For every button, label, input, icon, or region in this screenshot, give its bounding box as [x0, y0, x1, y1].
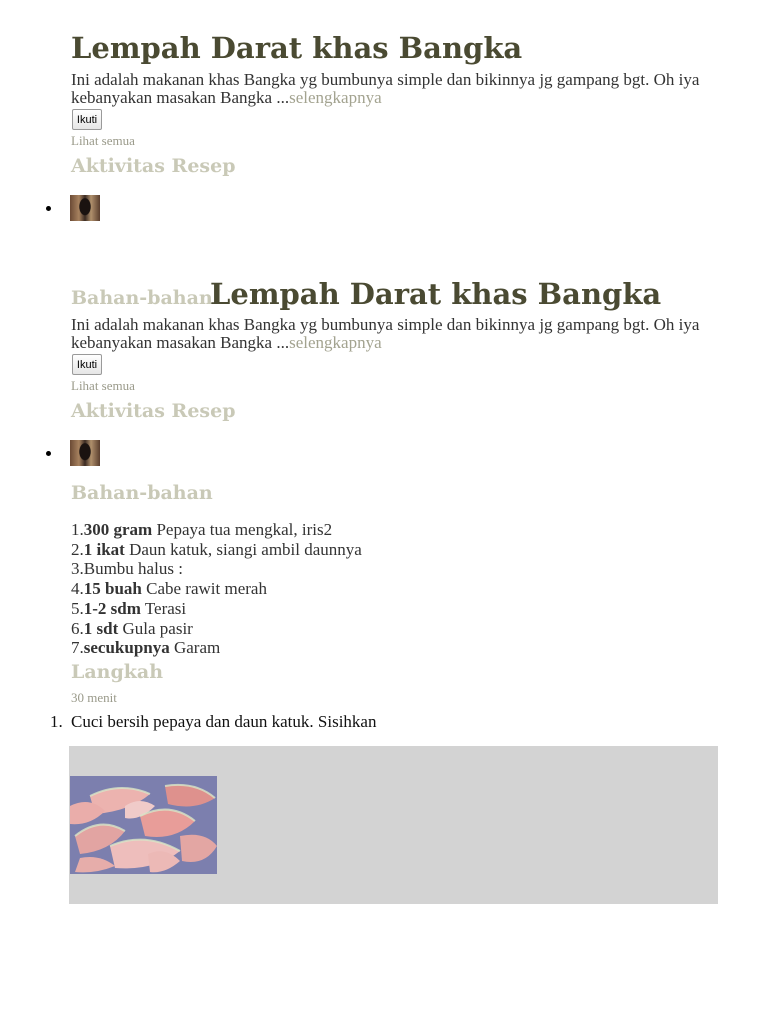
step-number: 1. [50, 712, 63, 731]
follow-button[interactable]: Ikuti [72, 109, 102, 130]
ingredient-item: 3.Bumbu halus : [71, 559, 183, 579]
ingredient-item: 7.secukupnya Garam [71, 638, 221, 658]
description-text: Ini adalah makanan khas Bangka yg bumbunya simple dan bikinnya jg gampang bgt. Oh iya kebanyakan masakan Bangka ... [71, 70, 700, 107]
author-avatar-repeat[interactable] [70, 440, 100, 466]
read-more-link[interactable]: selengkapnya [289, 333, 382, 352]
list-bullet [46, 206, 51, 211]
follow-button-repeat[interactable]: Ikuti [72, 354, 102, 375]
step-photo[interactable] [70, 776, 217, 874]
steps-heading: Langkah [71, 661, 164, 683]
activity-heading: Aktivitas Resep [71, 155, 236, 177]
see-all-link[interactable]: Lihat semua [71, 133, 135, 148]
ingredients-heading-inline: Bahan-bahan [71, 287, 213, 309]
ingredient-item: 2.1 ikat Daun katuk, siangi ambil daunnya [71, 539, 362, 559]
list-bullet [46, 451, 51, 456]
steps-duration: 30 menit [71, 690, 117, 705]
ingredients-heading: Bahan-bahan [71, 482, 213, 504]
activity-heading-repeat: Aktivitas Resep [71, 400, 236, 422]
ingredient-item: 4.15 buah Cabe rawit merah [71, 579, 267, 599]
read-more-link[interactable]: selengkapnya [289, 88, 382, 107]
recipe-title-repeat: Lempah Darat khas Bangka [210, 277, 662, 311]
description-text: Ini adalah makanan khas Bangka yg bumbunya simple dan bikinnya jg gampang bgt. Oh iya kebanyakan masakan Bangka ... [71, 315, 700, 352]
ingredient-item: 1.300 gram Pepaya tua mengkal, iris2 [71, 520, 333, 539]
recipe-description [71, 71, 731, 107]
ingredient-item: 5.1-2 sdm Terasi [71, 598, 187, 618]
step-media-area [69, 746, 718, 904]
ingredients-list [71, 520, 362, 658]
step-text: Cuci bersih pepaya dan daun katuk. Sisihkan [71, 712, 377, 731]
ingredient-item: 6.1 sdt Gula pasir [71, 618, 193, 638]
papaya-slices-image [70, 776, 217, 874]
recipe-description-repeat [71, 316, 731, 352]
recipe-title: Lempah Darat khas Bangka [71, 31, 523, 65]
author-avatar[interactable] [70, 195, 100, 221]
see-all-link-repeat[interactable]: Lihat semua [71, 378, 135, 393]
